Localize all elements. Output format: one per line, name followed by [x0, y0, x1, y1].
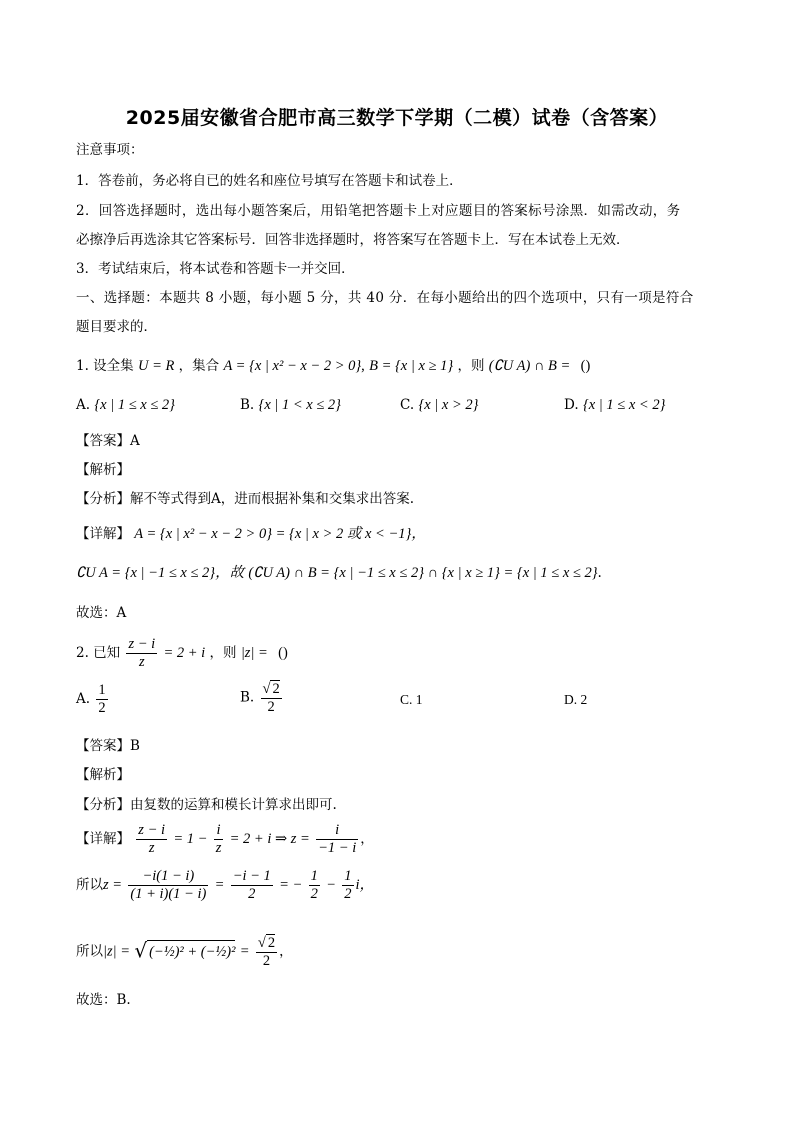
q2-d1-rnum: i: [316, 822, 358, 840]
q1-option-a[interactable]: [76, 394, 175, 416]
q2-detail-tag: 【详解】: [76, 831, 130, 847]
q2-d1-inum: i: [214, 822, 224, 840]
q1-detail-line1: [76, 524, 426, 544]
q2-option-b-den: 2: [267, 699, 275, 715]
q2-option-b-num: 2: [272, 681, 280, 697]
q2-d3-prefix: 所以: [76, 943, 103, 960]
q2-d3-abs: |z| =: [103, 943, 131, 960]
q2-option-a-den: 2: [98, 700, 106, 716]
q1-stem-prefix: 1. 设全集: [76, 358, 134, 374]
q1-option-c-text: {x | x > 2}: [418, 397, 479, 413]
q2-abs-z: |z| =: [240, 645, 268, 661]
q1-option-b[interactable]: [240, 394, 341, 416]
q2-blank: (): [278, 645, 288, 661]
q1-option-d-label: D.: [564, 397, 579, 413]
q2-d1-eq2: = 2 + i ⇒ z =: [229, 831, 310, 847]
q2-frac-den: z: [139, 654, 145, 670]
q2-stem-then: ，则: [209, 645, 237, 661]
q2-d2-h1: 1: [310, 868, 318, 884]
q2-d2-h2: 1: [344, 868, 352, 884]
notice-item-2-line1: 2．回答选择题时，选出每小题答案后，用铅笔把答题卡上对应题目的答案标号涂黑．如需改动，务: [76, 203, 681, 219]
q1-option-d-text: {x | 1 ≤ x < 2}: [582, 397, 666, 413]
q2-d2-num: −i(1 − i): [128, 868, 208, 886]
q2-d1-den: z: [148, 840, 155, 856]
q1-set-a: A = {x | x² − x − 2 > 0}: [223, 358, 362, 374]
notice-item-1: 1．答卷前，务必将自已的姓名和座位号填写在答题卡和试卷上．: [76, 173, 463, 189]
q2-d3-rnum: 2: [267, 935, 276, 951]
q2-d2-eq2: = −: [279, 877, 303, 893]
q2-stem-fraction: [126, 636, 157, 671]
q2-option-d[interactable]: D. 2: [564, 692, 588, 707]
section-heading-line1: 一、选择题：本题共 8 小题，每小题 5 分，共 40 分．在每小题给出的四个选项中，只有一项是符合: [76, 290, 694, 306]
q1-option-b-text: {x | 1 < x ≤ 2}: [258, 397, 341, 413]
q2-option-b-fraction: $\frac{√ 2}{2}$: [262, 681, 280, 715]
q2-detail-line2: [76, 868, 374, 903]
q2-detail-line1: [76, 822, 374, 857]
q2-detail-line3: 所以|z| = √ (−½)² + (−½)² = $\frac{√ 2}{2}$ ，: [76, 935, 293, 969]
q2-d1-end: ，: [360, 831, 374, 847]
q2-option-a[interactable]: [76, 682, 110, 717]
q2-analysis-tag: 【解析】: [76, 767, 130, 783]
q2-option-a-num: 1: [98, 682, 106, 698]
q2-option-a-label: A.: [76, 691, 91, 707]
q2-d3-eq: =: [239, 943, 250, 960]
q1-option-a-text: {x | 1 ≤ x ≤ 2}: [94, 397, 175, 413]
q1-detail-2a: ∁U A = {x | −1 ≤ x ≤ 2}，故: [76, 565, 245, 581]
q1-stem: 1. 设全集 U = R ，集合 A = {x | x² − x − 2 > 0}, B = {x | x ≥ 1} ，则 (∁U A) ∩ B = (): [76, 358, 591, 374]
q1-analysis-tag: 【解析】: [76, 462, 130, 478]
notice-item-2-line2: 必擦净后再选涂其它答案标号．回答非选择题时，将答案写在答题卡上．写在本试卷上无效．: [76, 232, 630, 248]
q2-d2-minus: −: [326, 877, 336, 893]
q1-option-c[interactable]: [400, 394, 478, 416]
q1-fenxi: 【分析】解不等式得到A，进而根据补集和交集求出答案.: [76, 491, 415, 507]
q2-d3-rden: 2: [262, 953, 271, 969]
q2-option-b-label: B.: [240, 689, 255, 706]
q2-d1-rden: −1 − i: [318, 840, 357, 856]
q1-detail-line2: [76, 563, 602, 583]
q2-d3-end: ，: [279, 943, 293, 960]
section-heading-line2: 题目要求的．: [76, 319, 157, 335]
q1-set-b: B = {x | x ≥ 1}: [369, 358, 454, 374]
q2-d2-i: i，: [355, 877, 375, 893]
q2-d2-h1d: 2: [310, 886, 318, 902]
page-title: 2025届安徽省合肥市高三数学下学期（二模）试卷（含答案）: [125, 107, 669, 129]
q2-d2-num2: −i − 1: [232, 868, 271, 884]
q2-d1-num: z − i: [138, 822, 166, 838]
q2-fenxi: 【分析】由复数的运算和模长计算求出即可.: [76, 797, 337, 813]
q2-d3-inner: (−½)² + (−½)²: [147, 940, 235, 963]
q2-answer: 【答案】B: [76, 738, 140, 754]
q1-detail-1: A = {x | x² − x − 2 > 0} = {x | x > 2 或 x < −1}，: [134, 526, 426, 542]
q1-detail-2b: (∁U A) ∩ B = {x | −1 ≤ x ≤ 2} ∩ {x | x ≥ 1} = {x | 1 ≤ x ≤ 2}: [248, 565, 598, 581]
notice-heading: 注意事项：: [76, 142, 144, 158]
q1-expression: (∁U A) ∩ B =: [488, 358, 571, 374]
q1-stem-mid: ，集合: [178, 358, 220, 374]
q2-conclusion: 故选：B.: [76, 992, 131, 1008]
q1-blank: (): [580, 358, 591, 374]
q2-stem: [76, 636, 288, 671]
q2-option-c[interactable]: C. 1: [400, 692, 423, 707]
q2-d2-z: z =: [103, 877, 123, 893]
q2-d2-prefix: 所以: [76, 877, 103, 893]
q2-d2-eq: =: [214, 877, 225, 893]
q1-universal-set: U = R: [137, 358, 175, 374]
q1-option-a-label: A.: [76, 397, 91, 413]
q1-stem-then: ，则: [457, 358, 485, 374]
q1-detail-2c: .: [597, 565, 602, 581]
q1-answer: 【答案】A: [76, 433, 140, 449]
q2-d2-den: (1 + i)(1 − i): [130, 886, 207, 902]
q2-d2-den2: 2: [248, 886, 256, 902]
q2-d1-eq1: = 1 −: [173, 831, 208, 847]
q1-option-d[interactable]: [564, 394, 665, 416]
q1-conclusion: 故选：A: [76, 605, 127, 621]
q2-stem-eq: = 2 + i: [163, 645, 206, 661]
q1-option-c-label: C.: [400, 397, 415, 413]
q2-d2-h2d: 2: [344, 886, 352, 902]
q2-option-a-fraction: [96, 682, 107, 717]
notice-item-3: 3．考试结束后，将本试卷和答题卡一并交回．: [76, 261, 355, 277]
q2-frac-num: z − i: [128, 636, 156, 652]
q1-option-b-label: B.: [240, 397, 255, 413]
q2-option-b[interactable]: [240, 680, 284, 716]
q2-d1-iden: z: [215, 840, 222, 856]
q2-stem-prefix: 2. 已知: [76, 645, 121, 661]
q1-detail-tag: 【详解】: [76, 526, 130, 542]
